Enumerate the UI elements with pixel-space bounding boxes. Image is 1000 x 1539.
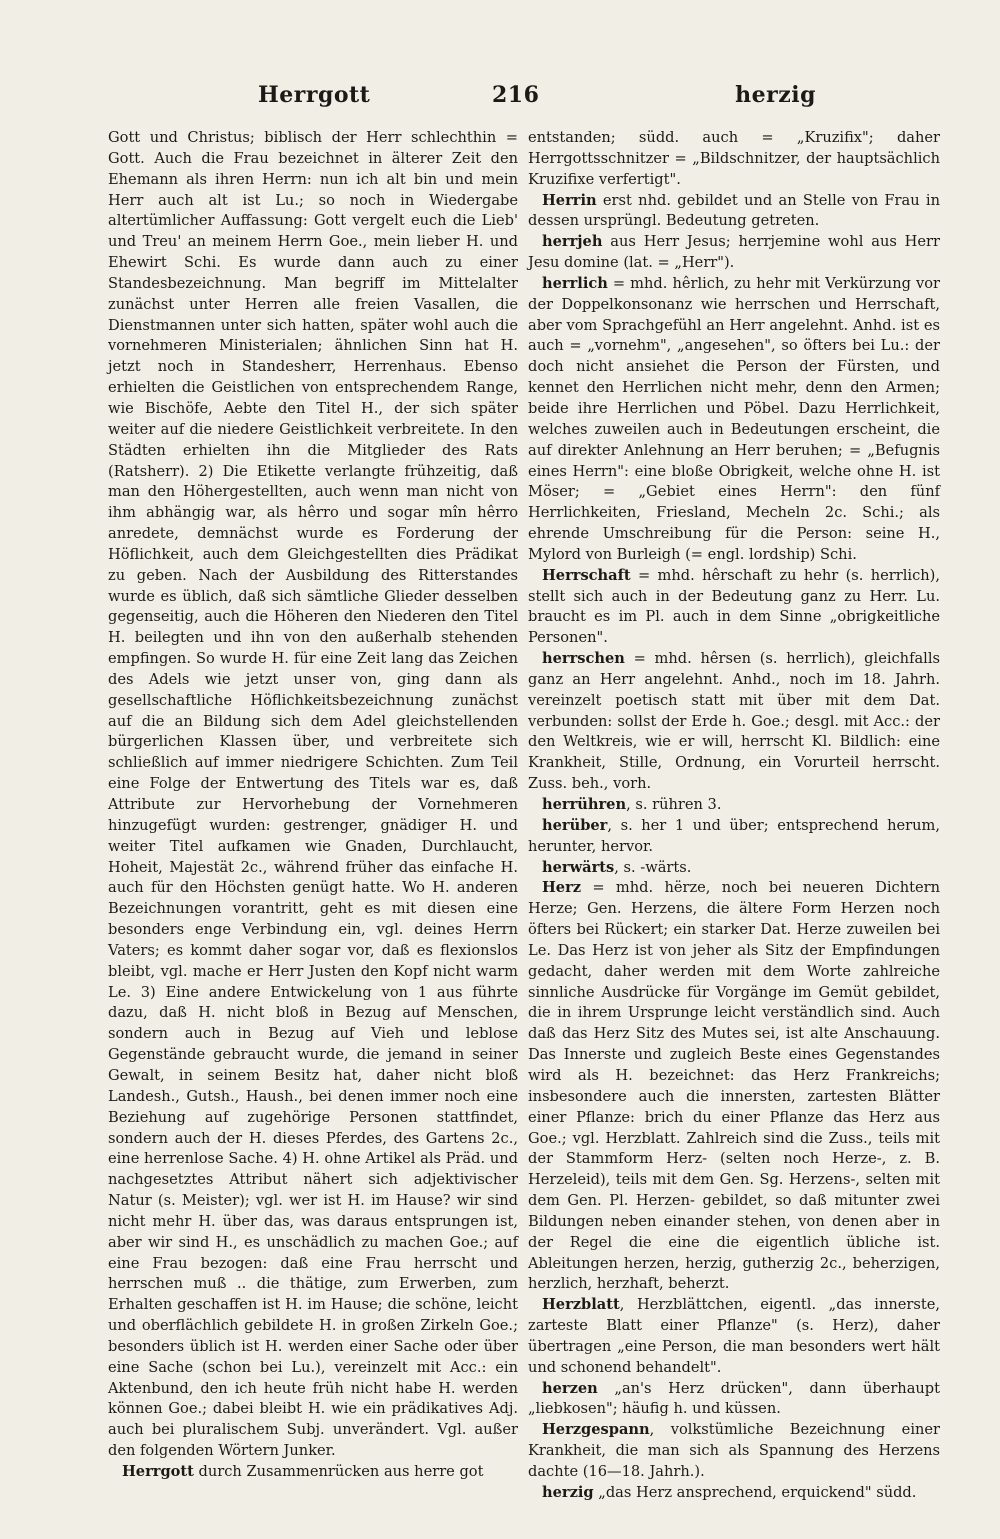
entry-headword: herzig <box>542 1483 594 1501</box>
entry-headword: Herz <box>542 879 582 897</box>
dictionary-entry <box>528 1420 940 1483</box>
entry-text: , s. her 1 und über; entsprechend herum, herunter, hervor. <box>528 816 940 855</box>
entry-text: = mhd. hêrlich, zu hehr mit Verkürzung vor der Doppelkonsonanz wie herrschen und Herrschaft, aber vom Sprachgefühl an Herr angelehnt. Anhd. ist es auch = „vornehm", „angesehen", so öfters bei Lu.: der doch nicht ansiehet die Person der Fürsten, und kennet den Herrlichen nicht mehr, denn den Armen; beide ihre Herrlichen und Pöbel. Dazu Herrlichkeit, welches zuweilen auch in Bedeutungen erscheint, die auf direkter Anlehnung an Herr beruhen; = „Befugnis eines Herrn": eine bloße Obrigkeit, welche ohne H. ist Möser; = „Gebiet eines Herrn": den fünf Herrlichkeiten, Friesland, Mecheln 2c. Schi.; als ehrende Umschreibung für die Person: seine H., Mylord von Burleigh (= engl. lordship) Schi. <box>528 274 940 563</box>
dictionary-entry <box>528 795 940 816</box>
entry-text: Gott und Christus; biblisch der Herr schlechthin = Gott. Auch die Frau bezeichnet in älterer Zeit den Ehemann als ihren Herrn: nun ich alt bin und mein Herr auch alt ist Lu.; so noch in Wiedergabe altertümlicher Auffassung: Gott vergelt euch die Lieb' und Treu' an meinem Herrn Goe., mein lieber H. und Ehewirt Schi. Es wurde dann auch zu einer Standesbezeichnung. Man begriff im Mittelalter zunächst unter Herren alle freien Vasallen, die Dienstmannen unter sich hatten, später wohl auch die vornehmeren Ministerialen; ähnlichen Sinn hat H. jetzt noch in Standesherr, Herrenhaus. Ebenso erhielten die Geistlichen von entsprechendem Range, wie Bischöfe, Aebte den Titel H., der sich später weiter auf die niedere Geistlichkeit verbreitete. In den Städten erhielten ihn die Mitglieder des Rats (Ratsherr). 2) Die Etikette verlangte frühzeitig, daß man den Höhergestellten, auch wenn man nicht von ihm abhängig war, als hêrro und sogar mîn hêrro anredete, demnächst wurde es Forderung der Höflichkeit, auch dem Gleichgestellten dies Prädikat zu geben. Nach der Ausbildung des Ritterstandes wurde es üblich, daß sich sämtliche Glieder desselben gegenseitig, auch die Höheren den Niederen den Titel H. beilegten und ihn von den außerhalb stehenden empfingen. So wurde H. für eine Zeit lang das Zeichen des Adels wie jetzt unser von, ging dann als gesellschaftliche Höflichkeitsbezeichnung zunächst auf die an Bildung sich dem Adel gleichstellenden bürgerlichen Klassen über, und verbreitete sich schließlich auf immer niedrigere Schichten. Zum Teil eine Folge der Entwertung des Titels war es, daß Attribute zur Hervorhebung der Vornehmeren hinzugefügt wurden: gestrenger, gnädiger H. und weiter Titel aufkamen wie Gnaden, Durchlaucht, Hoheit, Majestät 2c., während früher das einfache H. auch für den Höchsten genügt hatte. Wo H. anderen Bezeichnungen vorantritt, geht es mit diesen eine besonders enge Verbindung ein, vgl. deines Herrn Vaters; es kommt daher sogar vor, daß es flexionslos bleibt, vgl. mache er Herr Justen den Kopf nicht warm Le. 3) Eine andere Entwickelung von 1 aus führte dazu, daß H. nicht bloß in Bezug auf Menschen, sondern auch in Bezug auf Vieh und leblose Gegenstände gebraucht wurde, die jemand in seiner Gewalt, in seinem Besitz hat, daher nicht bloß Landesh., Gutsh., Haush., bei denen immer noch eine Beziehung auf zugehörige Personen stattfindet, sondern auch der H. dieses Pferdes, des Gartens 2c., eine herrenlose Sache. 4) H. ohne Artikel als Präd. und nachgesetztes Attribut nähert sich adjektivischer Natur (s. Meister); vgl. wer ist H. im Hause? wir sind nicht mehr H. über das, was daraus entsprungen ist, aber wir sind H., es unschädlich zu machen Goe.; auf eine Frau bezogen: daß eine Frau herrscht und herrschen muß .. die thätige, zum Erwerben, zum Erhalten geschaffen ist H. im Hause; die schöne, leicht und oberflächlich gebildete H. in großen Zirkeln Goe.; besonders üblich ist H. werden einer Sache oder über eine Sache (schon bei Lu.), vereinzelt mit Acc.: ein Aktenbund, den ich heute früh nicht habe H. werden können Goe.; dabei bleibt H. wie ein prädikatives Adj. auch bei pluralischem Subj. unverändert. Vgl. außer den folgenden Wörtern Junker. <box>108 129 518 1460</box>
entry-headword: Herrschaft <box>542 566 631 584</box>
entry-text: „das Herz ansprechend, erquickend" südd. <box>593 1483 917 1501</box>
entry-text: entstanden; südd. auch = „Kruzifix"; daher Herrgottsschnitzer = „Bildschnitzer, der hauptsächlich Kruzifixe verfertigt". <box>528 129 940 188</box>
entry-headword: herrjeh <box>542 233 603 251</box>
entry-headword: herzen <box>542 1379 598 1397</box>
running-head-right: herzig <box>735 82 816 108</box>
entry-text: , s. rühren 3. <box>626 796 722 813</box>
right-column <box>528 128 940 1504</box>
entry-headword: herrschen <box>542 650 625 668</box>
entry-text: = mhd. hêrsen (s. herrlich), gleichfalls ganz an Herr angelehnt. Anhd., noch im 18. Jahrh. vereinzelt poetisch statt mit über mit dem Dat. verbunden: sollst der Erde h. Goe.; desgl. mit Acc.: der den Weltkreis, wie er will, herrscht Kl. Bildlich: eine Krankheit, Stille, Ordnung, ein Vorurteil herrscht. Zuss. beh., vorh. <box>528 650 940 793</box>
dictionary-entry <box>528 1379 940 1421</box>
entry-text: durch Zusammenrücken aus herre got <box>193 1463 484 1480</box>
entry-text: , Herzblättchen, eigentl. „das innerste, zarteste Blatt einer Pflanze" (s. Herz), daher übertragen „eine Person, die man besonders wert hält und schonend behandelt". <box>528 1296 940 1376</box>
dictionary-entry <box>528 566 940 649</box>
left-column <box>108 128 518 1483</box>
dictionary-entry <box>528 1483 940 1504</box>
dictionary-entry <box>528 878 940 1295</box>
dictionary-entry <box>528 274 940 566</box>
entry-headword: herüber <box>542 816 608 834</box>
dictionary-entry <box>528 191 940 233</box>
dictionary-entry <box>528 649 940 795</box>
entry-headword: Herzblatt <box>542 1296 620 1314</box>
dictionary-entry <box>108 1462 518 1483</box>
entry-text: , s. -wärts. <box>614 858 692 876</box>
entry-headword: herrühren <box>542 796 627 813</box>
entry-text: = mhd. hërze, noch bei neueren Dichtern Herze; Gen. Herzens, die ältere Form Herzen noch öfters bei Rückert; ein starker Dat. Herze zuweilen bei Le. Das Herz ist von jeher als Sitz der Empfindungen gedacht, daher werden mit dem Worte zahlreiche sinnliche Ausdrücke für Vorgänge im Gemüt gebildet, die in ihrem Ursprunge leicht verständlich sind. Auch daß das Herz Sitz des Mutes sei, ist alte Anschauung. Das Innerste und zugleich Beste eines Gegenstandes wird als H. bezeichnet: das Herz Frankreichs; insbesondere auch die innersten, zartesten Blätter einer Pflanze: brich du einer Pflanze das Herz aus Goe.; vgl. Herzblatt. Zahlreich sind die Zuss., teils mit der Stammform Herz- (selten noch Herze-, z. B. Herzeleid), teils mit dem Gen. Sg. Herzens-, selten mit dem Gen. Pl. Herzen- gebildet, so daß mitunter zwei Bildungen neben einander stehen, von denen aber in der Regel die eine die eigentlich übliche ist. Ableitungen herzen, herzig, gutherzig 2c., beherzigen, herzlich, herzhaft, beherzt. <box>528 879 940 1293</box>
page-number: 216 <box>492 82 540 108</box>
entry-headword: Herrgott <box>122 1463 194 1480</box>
dictionary-entry <box>528 1295 940 1378</box>
page-header <box>110 82 942 118</box>
dictionary-entry <box>528 858 940 879</box>
entry-text: = mhd. hêrschaft zu hehr (s. herrlich), stellt sich auch in der Bedeutung ganz zu Herr. Lu. braucht es im Pl. auch in dem Sinne „obrigkeitliche Personen". <box>528 566 940 647</box>
entry-continuation <box>108 128 518 1462</box>
entry-text: erst nhd. gebildet und an Stelle von Frau in dessen ursprüngl. Bedeutung getreten. <box>528 191 940 230</box>
entry-headword: Herrin <box>542 191 597 209</box>
entry-text: , volkstümliche Bezeichnung einer Krankheit, die man sich als Spannung des Herzens dachte (16—18. Jahrh.). <box>528 1421 940 1480</box>
entry-text: aus Herr Jesus; herrjemine wohl aus Herr Jesu domine (lat. = „Herr"). <box>528 233 940 272</box>
running-head-left: Herrgott <box>258 82 371 108</box>
entry-continuation <box>528 128 940 191</box>
dictionary-entry <box>528 232 940 274</box>
entry-headword: Herzgespann <box>542 1421 650 1439</box>
entry-text: „an's Herz drücken", dann überhaupt „liebkosen"; häufig h. und küssen. <box>528 1379 940 1418</box>
dictionary-entry <box>528 816 940 858</box>
entry-headword: herrlich <box>542 274 608 292</box>
entry-headword: herwärts <box>542 858 615 876</box>
